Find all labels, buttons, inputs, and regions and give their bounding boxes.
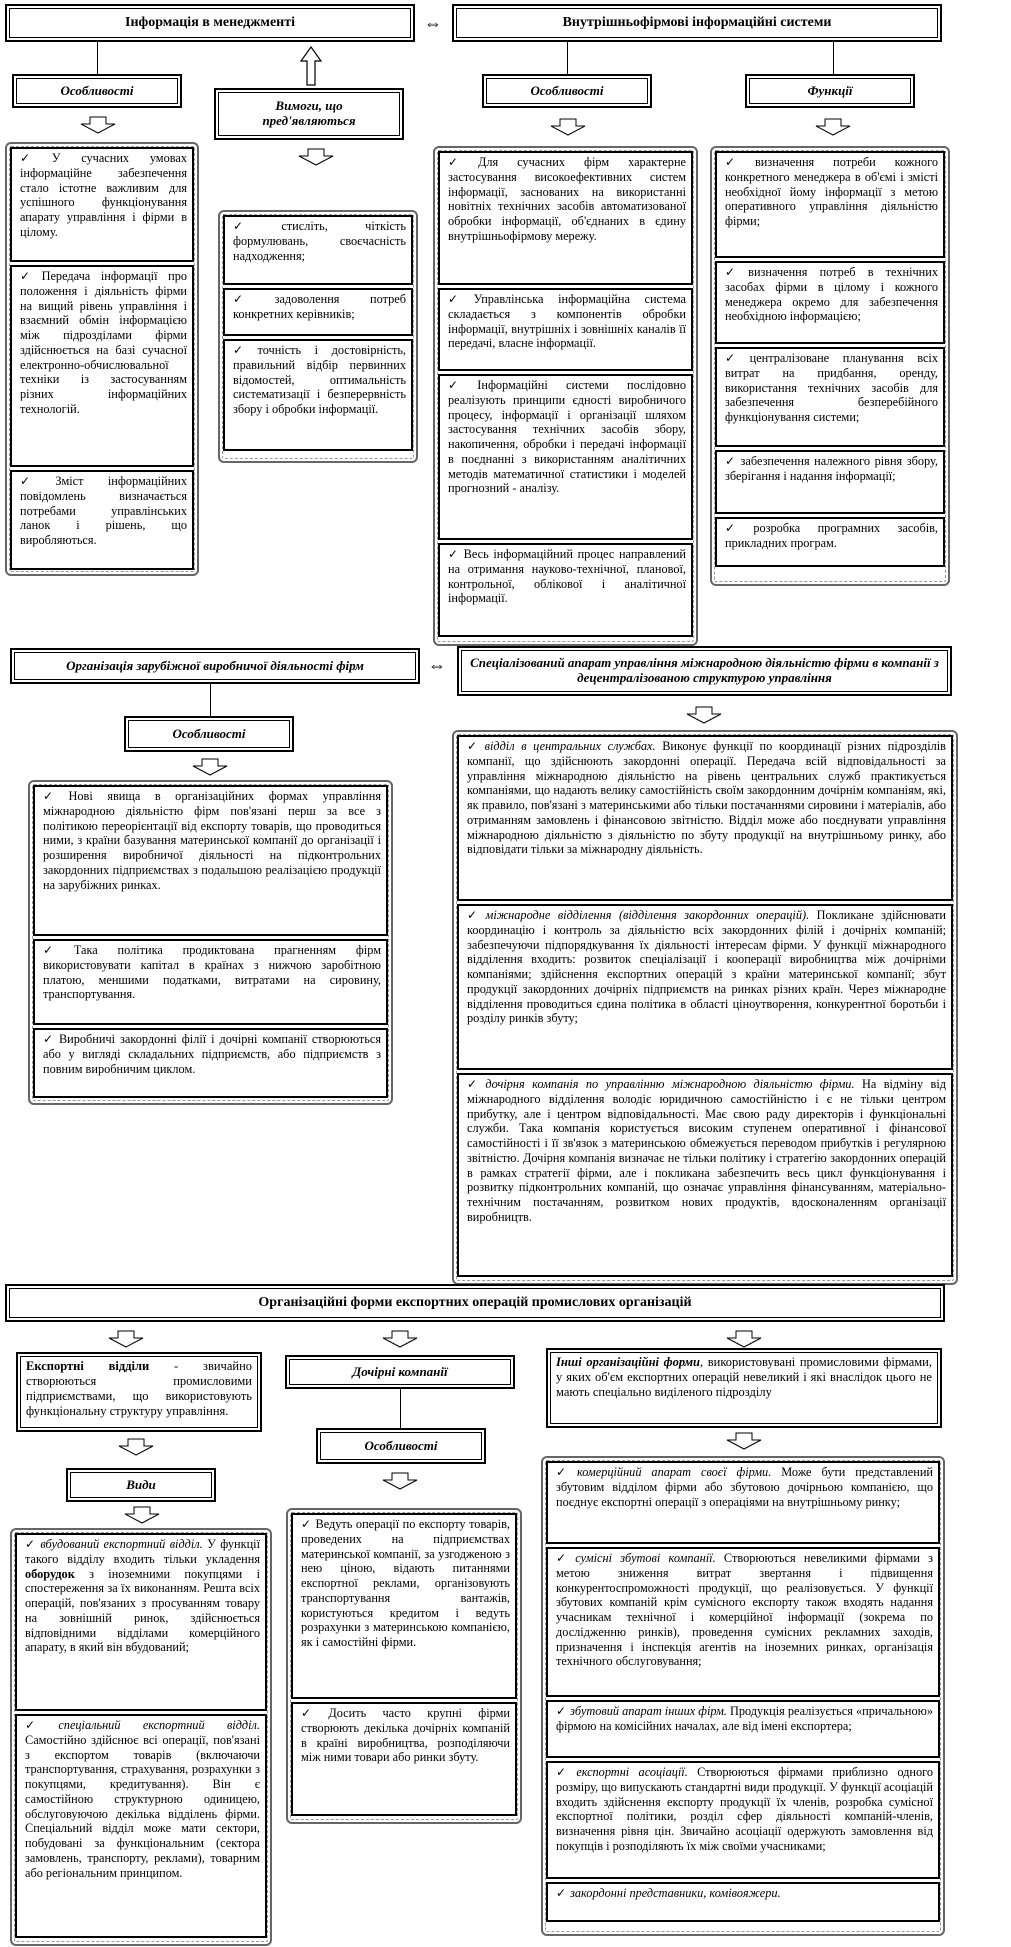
check-icon: ✓: [233, 219, 278, 233]
check-icon: ✓: [20, 151, 48, 165]
other-forms-text: , використовувані промисловими фірмами, у яких об'єм експортних операцій невеликий і які внаслідок цього не мають спеціально виділеного підрозділу: [556, 1355, 932, 1399]
check-icon: ✓: [556, 1704, 567, 1718]
list-item: [10, 265, 194, 467]
list-item-text: У функції такого відділу входить тільки укладення: [25, 1537, 261, 1566]
list-item: [15, 1533, 267, 1711]
down-arrow-icon: [815, 118, 851, 136]
list-item: [546, 1700, 940, 1758]
list-item: [457, 904, 953, 1070]
check-icon: ✓: [725, 521, 750, 535]
check-icon: ✓: [725, 155, 751, 169]
list-item-text: Така політика продиктована прагненням фірм використовувати капітал в країнах з нижчою заробітною платою, меншими податками, витратами на сировину, транспортування.: [43, 943, 381, 1002]
export-dept-text: - звичайно створюються промисловими підприємствами, що використовують функціональну структуру управління.: [26, 1359, 253, 1418]
list-item-text: Весь інформаційний процес направлений на отримання науково-технічної, планової, контрольної, облікової і аналітичної інформації.: [448, 547, 686, 606]
list-item: [457, 735, 953, 901]
list-item-text: централізоване планування всіх витрат на придбання, оренду, використання технічних засобів для забезпечення безперебійного функціонування системи;: [725, 351, 939, 424]
item-label: міжнародне відділення (відділення закордонних операцій).: [485, 908, 810, 922]
list-item: [457, 1073, 953, 1277]
list-item-text: Покликане здійснювати координацію і контроль за діяльністю всіх закордонних філій і дочірніх компаній; забезпечуючи підпорядкування їх діяльності інтересам фірми. У функції міжнародного відділення входить: розвиток спеціалізації і кооперації виробництва між дочірніми компаніями; здійснення експортних операцій з країни материнської компанії; збут продукції закордонних дочірніх підприємств на ринках різних країн. Через міжнародне відділення проводиться єдина політика в області ціноутворення, конкурентної боротьби і розділу ринків збуту;: [467, 908, 946, 1026]
list-item-text: Продукція реалізується «причальною» фірмою на комісійних началах, але від імені експортера;: [556, 1704, 933, 1733]
check-icon: ✓: [725, 454, 737, 468]
list-item: [291, 1702, 517, 1816]
list-item-text: Інформаційні системи послідовно реалізують принципи єдності виробничого процесу, інформації і організації шляхом застосування технічних засобів збору, накопичення, обробки і передачі інформації в поєднанні з використанням аналітичних методів математичної статистики і моделей прогнозний - аналізу.: [448, 378, 686, 496]
mgmt-features-frame: [5, 142, 199, 576]
spec-apparatus-header: Спеціалізований апарат управління міжнародною діяльністю фірми в компанії з децентралізованою структурою управління: [457, 646, 952, 696]
check-icon: ✓: [43, 943, 70, 957]
check-icon: ✓: [20, 269, 38, 283]
double-arrow-icon: ⇔: [424, 13, 442, 33]
list-item-text: Управлінська інформаційна система складається з компонентів обробки інформації, внутрішніх і зовнішніх каналів її передачі, власне інформації.: [448, 292, 686, 351]
other-forms-title: Інші організаційні форми: [556, 1355, 700, 1369]
export-dept-title: Експортні відділи: [26, 1359, 150, 1373]
check-icon: ✓: [301, 1706, 325, 1720]
list-item-text: У сучасних умовах інформаційне забезпечення стало істотне важливим для успішного функціонування апарату управління і фірми в цілому.: [20, 151, 187, 239]
list-item: [715, 151, 945, 258]
vymogy-text: Вимоги, що пред'являються: [262, 98, 356, 128]
vymogy-label: [214, 88, 404, 140]
other-forms-frame: [541, 1456, 945, 1936]
list-item: [715, 450, 945, 514]
internal-is-header: Внутрішньофірмові інформаційні системи: [452, 4, 942, 42]
list-item-text: Передача інформації про положення і діяльність фірми на вищий рівень управління і взаємний обмін інформацією між підрозділами фірми здійснюється на базі сучасної електронно-обчислювальної техніки із застосуванням різних інформаційних технологій.: [20, 269, 187, 416]
check-icon: ✓: [448, 292, 470, 306]
list-item-text: Створюються фірмами приблизно одного розміру, що випускають стандартні види продукції. У функції асоціацій входить здійснення експорту продукції їх членів, розробка сумісної експортної політики, розділ сфер діяльності компаній-членів, визначення рівня цін. Звичайно асоціації одержують замовлення від покупців і розподіляють їх між своїми учасниками;: [556, 1765, 933, 1853]
check-icon: ✓: [448, 547, 460, 561]
list-item-text: забезпечення належного рівня збору, зберігання і надання інформації;: [725, 454, 938, 483]
functions-frame: [710, 146, 950, 586]
list-item: [546, 1547, 940, 1697]
item-label: сумісні збутові компанії.: [575, 1551, 716, 1565]
check-icon: ✓: [448, 378, 474, 392]
list-item-bold: оборудок: [25, 1566, 75, 1581]
check-icon: ✓: [556, 1765, 573, 1779]
item-label: експортні асоціації.: [576, 1765, 688, 1779]
check-icon: ✓: [25, 1718, 55, 1732]
down-arrow-icon: [726, 1330, 762, 1348]
export-dept-box: [16, 1352, 262, 1432]
list-item-text: Ведуть операції по експорту товарів, проведених на підприємствах материнської компанії, за узгодженою з нею ціною, відають питаннями експортної реклами, організовують транспортування вантажів, користуються кредитом і ведуть розрахунки з материнською компанією, як і самостійні фірми.: [301, 1517, 511, 1649]
list-item-text: розробка програмних засобів, прикладних програм.: [725, 521, 938, 550]
export-types-frame: [10, 1528, 272, 1946]
info-mgmt-header: Інформація в менеджменті: [5, 4, 415, 42]
list-item: [546, 1461, 940, 1544]
list-item-text: Створюються невеликими фірмами з метою зниження витрат звертання і підвищення конкурентоспроможності продукції, що реалізовується. У функції збутових компаній крім сумісного експорту також входять надання учасникам технічної і комерційної інформації (зокрема по дослідженню ринків), проведення сумісних рекламних заходів, призначення і інспекція агентів на іноземних ринках, організація технічного обслуговування;: [556, 1551, 934, 1669]
list-item: [15, 1714, 267, 1938]
check-icon: ✓: [43, 789, 65, 803]
double-arrow-icon: ⇔: [428, 655, 446, 675]
list-item: [223, 288, 413, 336]
item-label: відділ в центральних службах.: [484, 739, 656, 753]
osoblyvosti-mid-label: Особливості: [124, 716, 294, 752]
check-icon: ✓: [556, 1551, 572, 1565]
list-item-text: Може бути представлений збутовим відділом фірми або збутовою дочірньою компанією, що поєднує експортні операції з операціями на внутрішньому ринку;: [556, 1465, 934, 1509]
list-item: [10, 147, 194, 262]
list-item: [438, 288, 693, 371]
down-arrow-icon: [298, 148, 334, 166]
list-item-text: задоволення потреб конкретних керівників;: [233, 292, 406, 321]
item-label: дочірня компанія по управлінню міжнародною діяльністю фірми.: [485, 1077, 855, 1091]
list-item: [715, 347, 945, 447]
check-icon: ✓: [20, 474, 52, 488]
item-label: закордонні представники, комівояжери.: [570, 1886, 781, 1900]
down-arrow-icon: [118, 1438, 154, 1456]
list-item: [223, 339, 413, 451]
down-arrow-icon: [726, 1432, 762, 1450]
list-item-text: Досить часто крупні фірми створюють декілька дочірніх компаній в країні виробництва, розподіляючи між ними товари або ринки збуту.: [301, 1706, 510, 1765]
check-icon: ✓: [556, 1465, 573, 1479]
check-icon: ✓: [725, 265, 745, 279]
check-icon: ✓: [233, 292, 271, 306]
funktsii-label: Функції: [745, 74, 915, 108]
list-item-text: з іноземними покупцями і спостереження за їх виконанням. Решта всіх операцій, пов'язаних з просуванням товару на зовнішній ринок, здійснюється відповідними відділами комерційного апарату, в який він вбудований;: [25, 1566, 260, 1655]
down-arrow-icon: [550, 118, 586, 136]
list-item: [438, 543, 693, 637]
osoblyvosti-left-label: Особливості: [12, 74, 182, 108]
check-icon: ✓: [43, 1032, 55, 1046]
check-icon: ✓: [467, 1077, 482, 1091]
check-icon: ✓: [725, 351, 746, 365]
down-arrow-icon: [80, 116, 116, 134]
list-item-text: стисліть, чіткість формулювань, своєчасність надходження;: [233, 219, 406, 263]
check-icon: ✓: [233, 343, 254, 357]
item-label: спеціальний експортний відділ.: [58, 1718, 260, 1732]
export-forms-header: Організаційні форми експортних операцій промислових організацій: [5, 1284, 945, 1322]
list-item: [715, 517, 945, 567]
check-icon: ✓: [301, 1517, 312, 1531]
subsid-label: Дочірні компанії: [285, 1355, 515, 1389]
down-arrow-icon: [382, 1472, 418, 1490]
list-item: [223, 215, 413, 285]
down-arrow-icon: [192, 758, 228, 776]
down-arrow-icon: [382, 1330, 418, 1348]
check-icon: ✓: [448, 155, 474, 169]
check-icon: ✓: [467, 908, 482, 922]
osoblyvosti-bottom-label: Особливості: [316, 1428, 486, 1464]
list-item: [546, 1761, 940, 1879]
list-item-text: визначення потреб в технічних засобах фірми в цілому і кожного менеджера окремо для забезпечення необхідною інформацією;: [725, 265, 938, 324]
foreign-features-frame: [28, 780, 393, 1105]
list-item-text: точність і достовірність, правильний відбір первинних відомостей, оптимальність систематизації і безперервність збору і обробки інформації.: [233, 343, 407, 416]
list-item-text: визначення потреби кожного конкретного менеджера в об'ємі і змісті необхідної йому інформації з метою оперативного управління діяльністю фірми;: [725, 155, 938, 228]
list-item: [715, 261, 945, 344]
list-item: [10, 470, 194, 570]
item-label: вбудований експортний відділ.: [40, 1537, 203, 1551]
check-icon: ✓: [467, 739, 481, 753]
list-item: [291, 1513, 517, 1699]
is-features-frame: [433, 146, 698, 646]
down-arrow-icon: [108, 1330, 144, 1348]
list-item-text: На відміну від міжнародного відділення володіє юридичною самостійністю і є не тільки центром прибутку, але і центром відповідальності. Має свою раду директорів і функціональні служби. Така компанія користується високим ступенем оперативної і фінансової самостійності і її зв'язок з материнською обмежується переводом прибутків і регулярною звітністю. Дочірня компанія визначає не тільки політику і стратегію закордонних операцій в рамках стратегії фірми, але і покликана забезпечить весь цикл функціонування і розвитку підконтрольних компаній, що означає управління фінансуванням, матеріально-технічним постачанням, розвитком нових продуктів, вдосконаленням організації виробництв.: [467, 1077, 946, 1224]
list-item: [546, 1882, 940, 1922]
spec-apparatus-frame: [452, 730, 958, 1285]
down-arrow-icon: [124, 1506, 160, 1524]
org-foreign-header: Організація зарубіжної виробничої діяльності фірм: [10, 648, 420, 684]
list-item-text: Виробничі закордонні філії і дочірні компанії створюються або у вигляді складальних підприємств, або підприємств з повним виробничим циклом.: [43, 1032, 381, 1076]
list-item: [438, 151, 693, 285]
list-item-text: Для сучасних фірм характерне застосування високоефективних систем інформації, заснованих на використанні новітніх технічних засобів автоматизованої обробки інформації, об'єднаних в єдину внутрішньофірмову мережу.: [448, 155, 686, 243]
check-icon: ✓: [25, 1537, 37, 1551]
up-arrow-icon: [300, 46, 322, 86]
requirements-frame: [218, 210, 418, 463]
down-arrow-icon: [686, 706, 722, 724]
list-item-text: Нові явища в організаційних формах управління міжнародною діяльністю фірм пов'язані перш за все з політикою переорієнтації від експорту товарів, що проводиться ними, з країни базування материнської компанії до організації і розширення виробничої діяльності на підконтрольних закордонних підприємствах з подальшою реалізацією продукції на зарубіжних ринках.: [43, 789, 381, 892]
list-item-text: Зміст інформаційних повідомлень визначається потребами управлінських ланок і рішень, що виробляються.: [20, 474, 187, 547]
list-item: [438, 374, 693, 540]
list-item-text: Самостійно здійснює всі операції, пов'язані з експортом товарів (включаючи транспортування, страхування, розрахунки з покупцями, кредитування). Він є самостійною структурною одиницею, обслуговуючою декілька відділень фірми. Спеціальний відділ може мати сектори, побудовані за функціональним (сектора замовлень, транспорту, реклами), товарним або регіональним принципом.: [25, 1732, 260, 1880]
item-label: комерційний апарат своєї фірми.: [576, 1465, 772, 1479]
item-label: збутовий апарат інших фірм.: [570, 1704, 727, 1718]
list-item: [33, 785, 388, 936]
vydy-label: Види: [66, 1468, 216, 1502]
check-icon: ✓: [556, 1886, 567, 1900]
list-item-text: Виконує функції по координації різних підрозділів компанії, що здійснюють закордонні операції. Передача всій відповідальності за управління міжнародною діяльністю на рівень центральних служб практикується компаніями, що надають велику самостійність своїм закордонним дочірнім компаніям, які, як правило, пов'язані з материнськими або тільки постачаннями сировини і матеріалів, або отриманням замовлень і фінансовою звітністю. Відділ може або поєднувати управління міжнародною діяльністю з діяльністю по збуту продукції на внутрішньому ринку, або відповідати тільки за міжнародну діяльність.: [467, 739, 946, 857]
osoblyvosti-right-label: Особливості: [482, 74, 652, 108]
list-item: [33, 1028, 388, 1098]
subsid-features-frame: [286, 1508, 522, 1824]
other-forms-box: [546, 1348, 942, 1428]
list-item: [33, 939, 388, 1025]
